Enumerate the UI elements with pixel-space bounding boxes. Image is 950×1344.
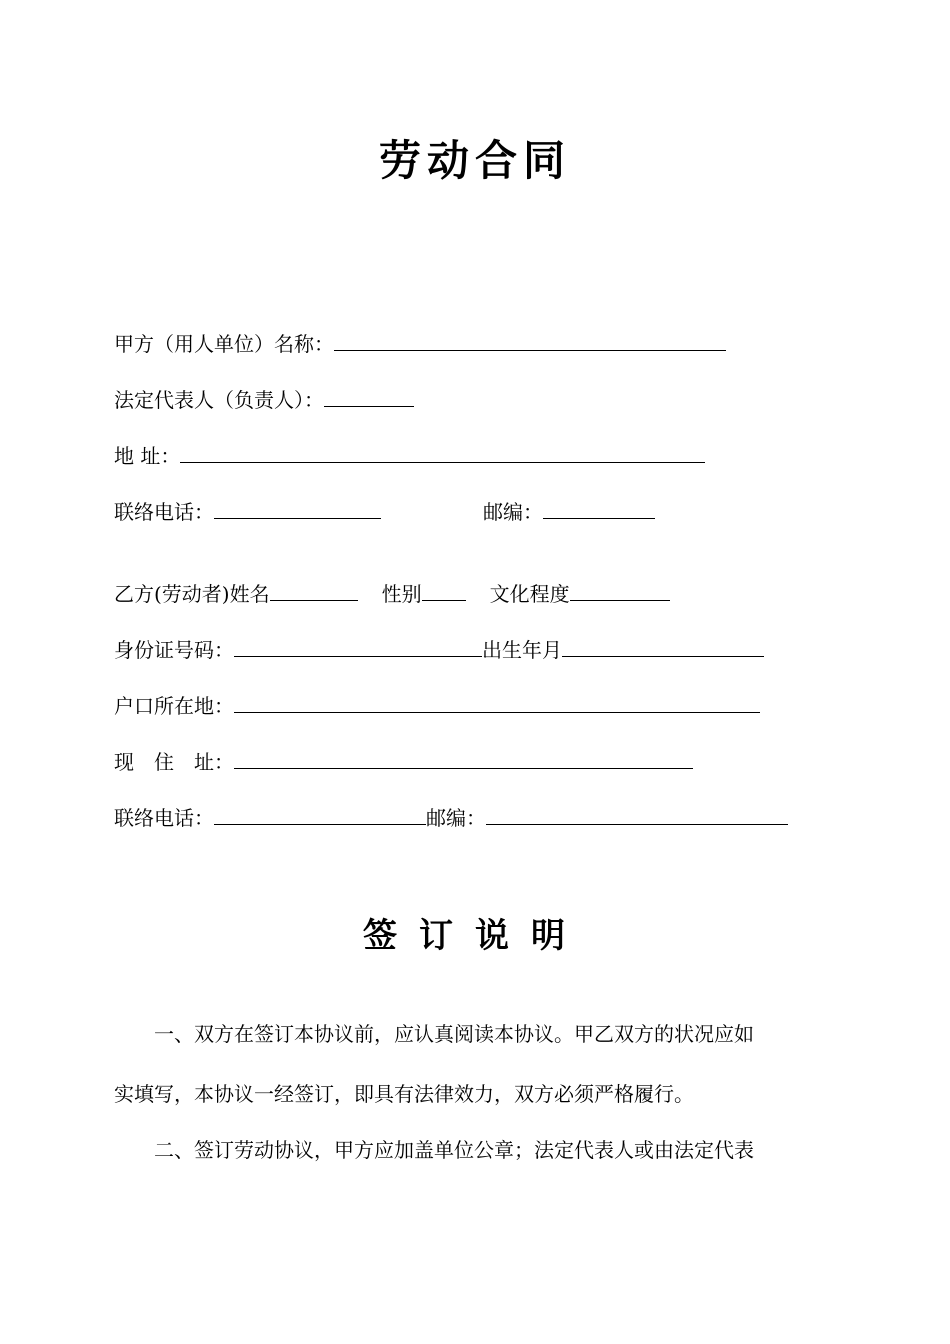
party-b-address-label: 现 住 址：: [114, 750, 234, 774]
party-b-birth-field[interactable]: [562, 636, 764, 657]
party-b-postcode-label: 邮编：: [426, 806, 486, 830]
party-a-phone-label: 联络电话：: [114, 500, 214, 524]
party-b-id-field[interactable]: [234, 636, 482, 657]
party-b-id-row: [114, 636, 764, 664]
party-a-address-label: 地 址：: [114, 444, 181, 468]
party-a-contact-row: [114, 498, 655, 526]
section-title: 签订说明: [363, 916, 587, 956]
party-b-phone-label: 联络电话：: [114, 806, 214, 830]
party-b-hukou-label: 户口所在地：: [114, 694, 234, 718]
party-b-education-field[interactable]: [570, 580, 670, 601]
party-a-postcode-label: 邮编：: [483, 500, 543, 524]
paragraph-1-line-1: 一、双方在签订本协议前，应认真阅读本协议。甲乙双方的状况应如: [114, 1022, 754, 1046]
party-b-education-label: 文化程度: [489, 582, 570, 606]
party-b-phone-field[interactable]: [214, 804, 426, 825]
party-b-address-field[interactable]: [234, 748, 693, 769]
party-a-name-label: 甲方（用人单位）名称：: [114, 332, 334, 356]
party-b-basic-row: [114, 580, 670, 608]
party-a-postcode-field[interactable]: [543, 498, 655, 519]
party-b-address-row: [114, 748, 693, 776]
party-b-hukou-field[interactable]: [234, 692, 760, 713]
party-b-contact-row: [114, 804, 788, 832]
legal-rep-field[interactable]: [324, 386, 414, 407]
party-b-birth-label: 出生年月: [482, 638, 562, 662]
party-b-name-label: 乙方(劳动者)姓名: [114, 582, 270, 606]
paragraph-2-line-1: 二、签订劳动协议，甲方应加盖单位公章；法定代表人或由法定代表: [114, 1138, 754, 1162]
party-b-hukou-row: [114, 692, 760, 720]
party-a-address-row: [114, 442, 705, 470]
party-b-id-label: 身份证号码：: [114, 638, 234, 662]
document-title: 劳动合同: [378, 136, 571, 185]
party-b-postcode-field[interactable]: [486, 804, 788, 825]
party-b-name-field[interactable]: [270, 580, 358, 601]
legal-rep-row: [114, 386, 414, 414]
party-a-phone-field[interactable]: [214, 498, 381, 519]
paragraph-1-line-2: 实填写，本协议一经签订，即具有法律效力，双方必须严格履行。: [114, 1082, 694, 1106]
party-a-address-field[interactable]: [180, 442, 705, 463]
legal-rep-label: 法定代表人（负责人）：: [114, 388, 324, 412]
party-b-gender-field[interactable]: [422, 580, 466, 601]
party-a-name-field[interactable]: [334, 330, 726, 351]
party-a-name-row: [114, 330, 726, 358]
party-b-gender-label: 性别: [381, 582, 422, 606]
